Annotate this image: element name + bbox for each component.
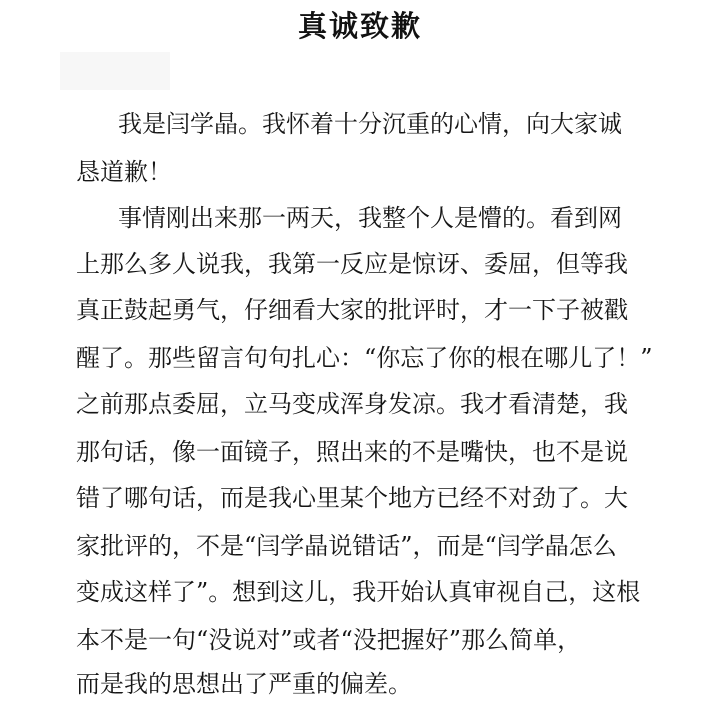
- scan-smudge: [60, 52, 170, 90]
- text-line: 之前那点委屈，立马变成浑身发凉。我才看清楚，我: [76, 390, 628, 418]
- text-line-10: [0, 526, 720, 566]
- letter-title: 真诚致歉: [297, 9, 422, 43]
- text-line-3: [0, 198, 720, 238]
- text-line: 真正鼓起勇气，仔细看大家的批评时，才一下子被戳: [76, 296, 628, 324]
- text-line: 上那么多人说我，我第一反应是惊讶、委屈，但等我: [76, 250, 628, 278]
- text-line: 恳道歉！: [76, 158, 172, 186]
- text-line: 而是我的思想出了严重的偏差。: [76, 670, 412, 698]
- text-line: 家批评的，不是“闫学晶说错话”，而是“闫学晶怎么: [76, 532, 617, 560]
- text-line-6: [0, 338, 720, 378]
- text-line-2: [0, 152, 720, 192]
- text-line-9: [0, 478, 720, 518]
- text-line-11: [0, 572, 720, 612]
- text-line: 我是闫学晶。我怀着十分沉重的心情，向大家诚: [118, 110, 622, 138]
- text-line-1: [0, 104, 720, 144]
- text-line-4: [0, 244, 720, 284]
- text-line: 变成这样了”。想到这儿，我开始认真审视自己，这根: [76, 578, 641, 606]
- text-line-7: [0, 384, 720, 424]
- text-line-12: [0, 620, 720, 660]
- text-line-5: [0, 290, 720, 330]
- text-line: 本不是一句“没说对”或者“没把握好”那么简单，: [76, 626, 582, 654]
- text-line: 醒了。那些留言句句扎心：“你忘了你的根在哪儿了！”: [76, 344, 653, 372]
- text-line-13: [0, 664, 720, 704]
- text-line: 错了哪句话，而是我心里某个地方已经不对劲了。大: [76, 484, 628, 512]
- text-line: 那句话，像一面镜子，照出来的不是嘴快，也不是说: [76, 438, 628, 466]
- text-line: 事情刚出来那一两天，我整个人是懵的。看到网: [118, 204, 622, 232]
- text-line-8: [0, 432, 720, 472]
